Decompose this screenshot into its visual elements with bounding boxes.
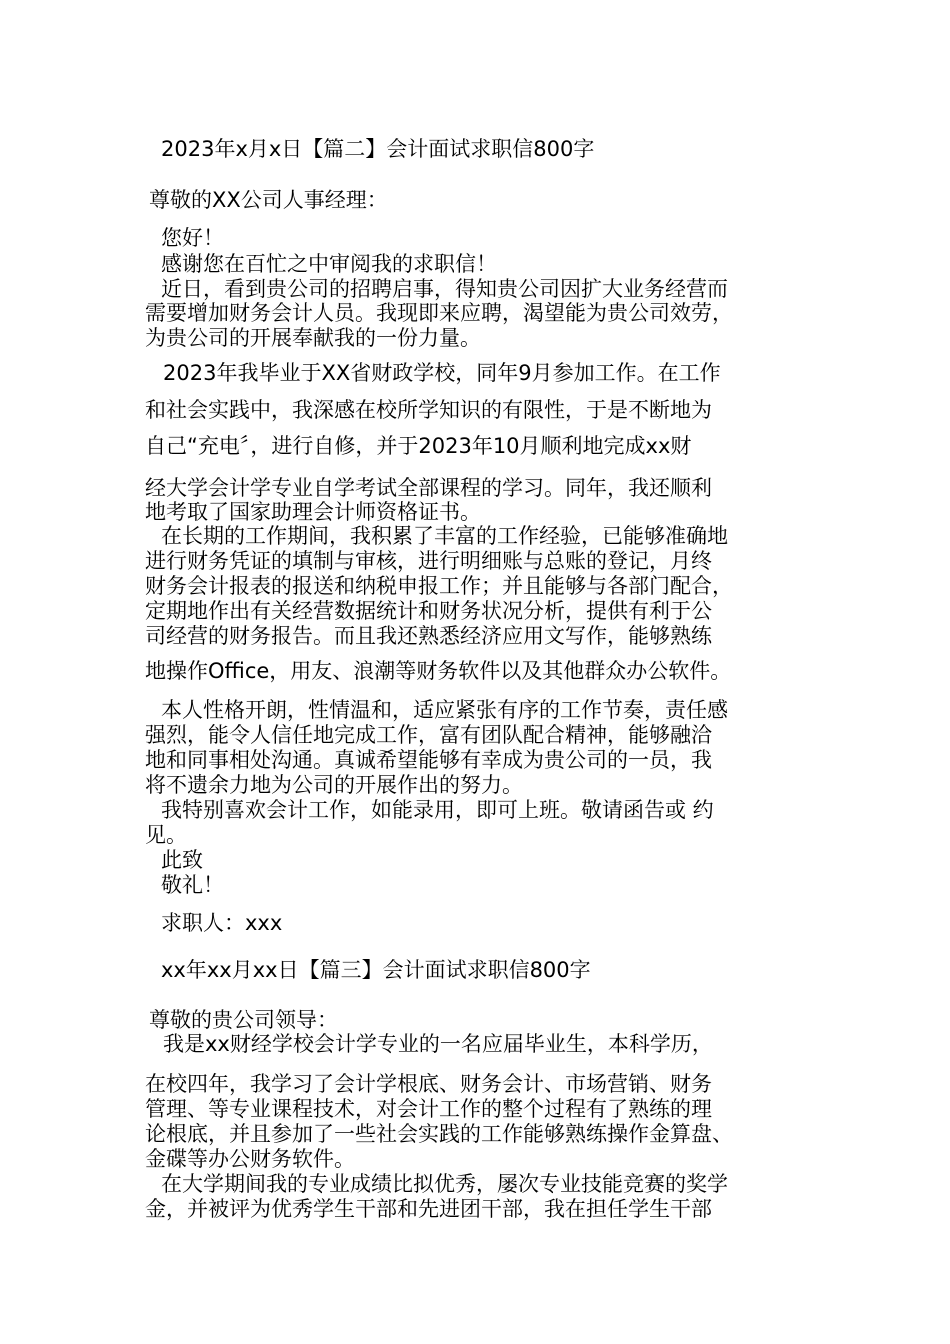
- paragraph-line: 为贵公司的开展奉献我的一份力量。: [145, 326, 481, 350]
- paragraph-line: 经大学会计学专业自学考试全部课程的学习。同年，我还顺利: [145, 476, 712, 500]
- paragraph-line: 金，并被评为优秀学生干部和先进团干部，我在担任学生干部: [145, 1197, 712, 1221]
- paragraph-line: 管理、等专业课程技术，对会计工作的整个过程有了熟练的理: [145, 1097, 712, 1121]
- paragraph-line: 强烈，能令人信任地完成工作，富有团队配合精神，能够融洽: [145, 723, 712, 747]
- paragraph-line: 2023年我毕业于XX省财政学校，同年9月参加工作。在工作: [163, 361, 721, 385]
- paragraph-line: 在大学期间我的专业成绩比拟优秀，屡次专业技能竞赛的奖学: [161, 1172, 728, 1196]
- section-heading: 2023年x月x日【篇二】会计面试求职信800字: [161, 137, 595, 161]
- greeting: 您好！: [161, 226, 224, 250]
- paragraph-line: 论根底，并且参加了一些社会实践的工作能够熟练操作金算盘、: [145, 1122, 733, 1146]
- paragraph-line: 金碟等办公财务软件。: [145, 1147, 355, 1171]
- paragraph-line: 和社会实践中，我深感在校所学知识的有限性，于是不断地为: [145, 398, 712, 422]
- paragraph-line: 近日，看到贵公司的招聘启事，得知贵公司因扩大业务经营而: [161, 277, 728, 301]
- paragraph-line: 我特别喜欢会计工作，如能录用，即可上班。敬请函告或 约: [161, 798, 714, 822]
- paragraph-line: 在校四年，我学习了会计学根底、财务会计、市场营销、财务: [145, 1072, 712, 1096]
- signature-line: 求职人：xxx: [161, 911, 283, 935]
- paragraph-line: 财务会计报表的报送和纳税申报工作；并且能够与各部门配合，: [145, 574, 733, 598]
- paragraph-line: 自己“充电〞，进行自修，并于2023年10月顺利地完成xx财: [145, 434, 692, 458]
- section-heading: xx年xx月xx日【篇三】会计面试求职信800字: [161, 958, 591, 982]
- closing-line: 敬礼！: [161, 873, 224, 897]
- paragraph-line: 进行财务凭证的填制与审核，进行明细账与总账的登记，月终: [145, 549, 712, 573]
- closing-line: 此致: [161, 848, 203, 872]
- paragraph-line: 司经营的财务报告。而且我还熟悉经济应用文写作，能够熟练: [145, 624, 712, 648]
- paragraph-line: 感谢您在百忙之中审阅我的求职信！: [161, 252, 497, 276]
- paragraph-line: 我是xx财经学校会计学专业的一名应届毕业生，本科学历，: [163, 1032, 713, 1056]
- paragraph-line: 地和同事相处沟通。真诚希望能够有幸成为贵公司的一员，我: [145, 748, 712, 772]
- paragraph-line: 定期地作出有关经营数据统计和财务状况分析，提供有利于公: [145, 599, 712, 623]
- paragraph-line: 在长期的工作期间，我积累了丰富的工作经验，已能够准确地: [161, 524, 728, 548]
- salutation: 尊敬的XX公司人事经理：: [149, 188, 388, 212]
- paragraph-line: 地考取了国家助理会计师资格证书。: [145, 500, 481, 524]
- paragraph-line: 需要增加财务会计人员。我现即来应聘，渴望能为贵公司效劳，: [145, 301, 733, 325]
- paragraph-line: 见。: [145, 823, 187, 847]
- salutation: 尊敬的贵公司领导：: [149, 1008, 338, 1032]
- paragraph-line: 将不遗余力地为公司的开展作出的努力。: [145, 773, 523, 797]
- paragraph-line: 地操作Office，用友、浪潮等财务软件以及其他群众办公软件。: [145, 659, 732, 683]
- paragraph-line: 本人性格开朗，性情温和，适应紧张有序的工作节奏，责任感: [161, 698, 728, 722]
